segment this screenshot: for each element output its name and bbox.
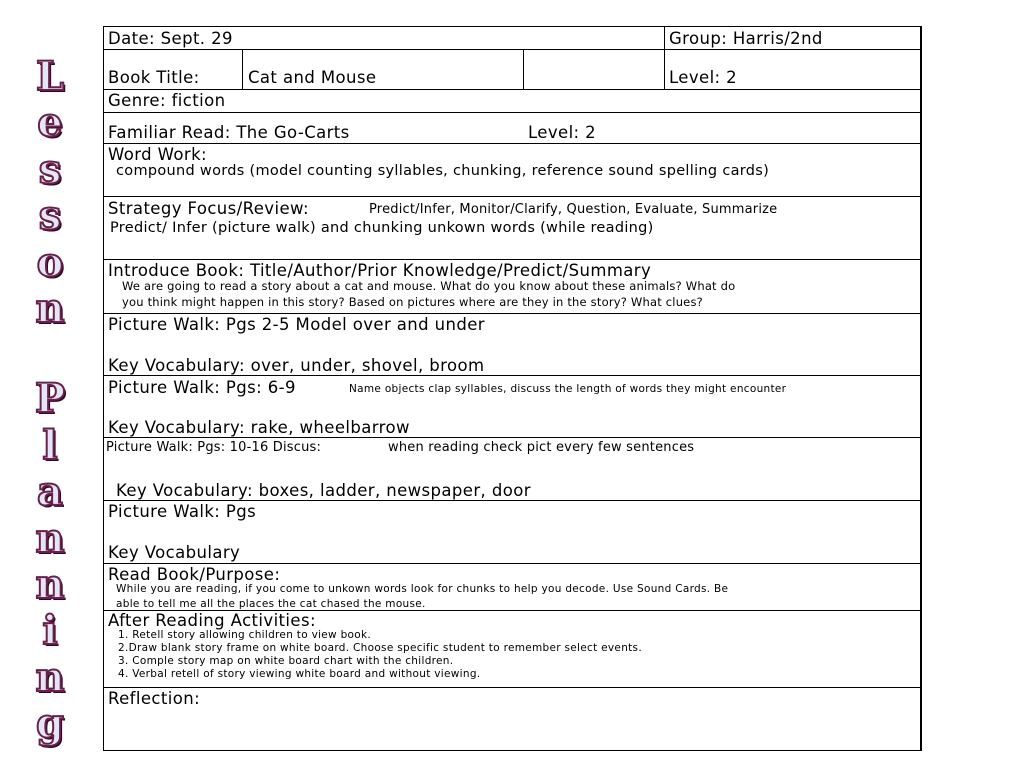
book-level-field: Level: 2 [669, 68, 738, 87]
date-field: Date: Sept. 29 [108, 29, 233, 48]
familiar-read-field: Familiar Read: The Go-Carts [108, 123, 350, 142]
column-divider [664, 26, 665, 89]
row-divider [103, 196, 921, 197]
strategy-text: Predict/ Infer (picture walk) and chunking unkown words (while reading) [110, 220, 654, 236]
row-divider [103, 49, 921, 50]
title-letter: a [37, 468, 63, 516]
key-vocabulary: Key Vocabulary: over, under, shovel, broom [108, 356, 485, 375]
key-vocabulary: Key Vocabulary [108, 543, 241, 562]
key-vocabulary: Key Vocabulary: boxes, ladder, newspaper, door [116, 481, 531, 500]
title-letter: P [34, 375, 66, 423]
title-letter: n [35, 653, 65, 701]
column-divider [523, 49, 524, 89]
title-letter: e [37, 99, 63, 147]
title-letter: n [35, 514, 65, 562]
after-reading-item: 3. Comple story map on white board chart with the children. [118, 655, 454, 667]
key-vocabulary: Key Vocabulary: rake, wheelbarrow [108, 418, 410, 437]
title-letter: i [42, 607, 58, 655]
strategy-label: Strategy Focus/Review: [108, 199, 309, 218]
introduce-book-line1: We are going to read a story about a cat and mouse. What do you know about these animals? What do [122, 279, 736, 293]
title-letter: n [35, 560, 65, 608]
row-divider [103, 500, 921, 501]
after-reading-item: 4. Verbal retell of story viewing white board and without viewing. [118, 668, 481, 680]
lesson-planning-title [22, 54, 78, 747]
row-divider [103, 143, 921, 144]
picture-walk-label: Picture Walk: Pgs [108, 502, 257, 521]
title-letter: n [35, 284, 65, 332]
strategy-list: Predict/Infer, Monitor/Clarify, Question, Evaluate, Summarize [369, 202, 778, 217]
title-letter: o [36, 238, 64, 286]
row-divider [103, 112, 921, 113]
reflection-label: Reflection: [108, 689, 201, 708]
read-book-line2: able to tell me all the places the cat chased the mouse. [116, 599, 426, 609]
picture-walk-label: Picture Walk: Pgs: 6-9 [108, 378, 296, 397]
picture-walk-note: Name objects clap syllables, discuss the length of words they might encounter [349, 383, 787, 395]
after-reading-item: 2.Draw blank story frame on white board. Choose specific student to remember select events. [118, 642, 642, 654]
column-divider [242, 49, 243, 89]
after-reading-item: 1. Retell story allowing children to view book. [118, 629, 372, 641]
row-divider [103, 437, 921, 438]
picture-walk-label: Picture Walk: Pgs: 10-16 Discus: [106, 440, 322, 455]
genre-field: Genre: fiction [108, 91, 226, 110]
picture-walk-label: Picture Walk: Pgs 2-5 Model over and under [108, 315, 485, 334]
title-space [22, 332, 78, 376]
title-letter: l [42, 421, 58, 469]
book-title-value: Cat and Mouse [248, 68, 377, 87]
row-divider [103, 89, 921, 90]
introduce-book-line2: you think might happen in this story? Based on pictures where are they in the story? What clues? [122, 295, 703, 309]
read-book-line1: While you are reading, if you come to unkown words look for chunks to help you decode. Use Sound Cards. Be [116, 583, 729, 595]
familiar-read-level: Level: 2 [528, 123, 597, 142]
word-work-label: Word Work: [108, 145, 207, 164]
title-letter: s [38, 145, 62, 193]
row-divider [103, 259, 921, 260]
row-divider [103, 687, 921, 688]
book-title-label: Book Title: [108, 68, 200, 87]
row-divider [103, 313, 921, 314]
title-letter: g [36, 700, 64, 748]
introduce-book-label: Introduce Book: Title/Author/Prior Knowledge/Predict/Summary [108, 263, 652, 279]
group-field: Group: Harris/2nd [669, 29, 823, 48]
row-divider [103, 563, 921, 564]
title-letter: L [35, 53, 65, 100]
read-book-label: Read Book/Purpose: [108, 567, 281, 583]
row-divider [103, 375, 921, 376]
after-reading-label: After Reading Activities: [108, 611, 316, 630]
picture-walk-note: when reading check pict every few sentences [388, 440, 695, 455]
title-letter: s [38, 192, 62, 240]
word-work-text: compound words (model counting syllables, chunking, reference sound spelling cards) [116, 163, 770, 179]
